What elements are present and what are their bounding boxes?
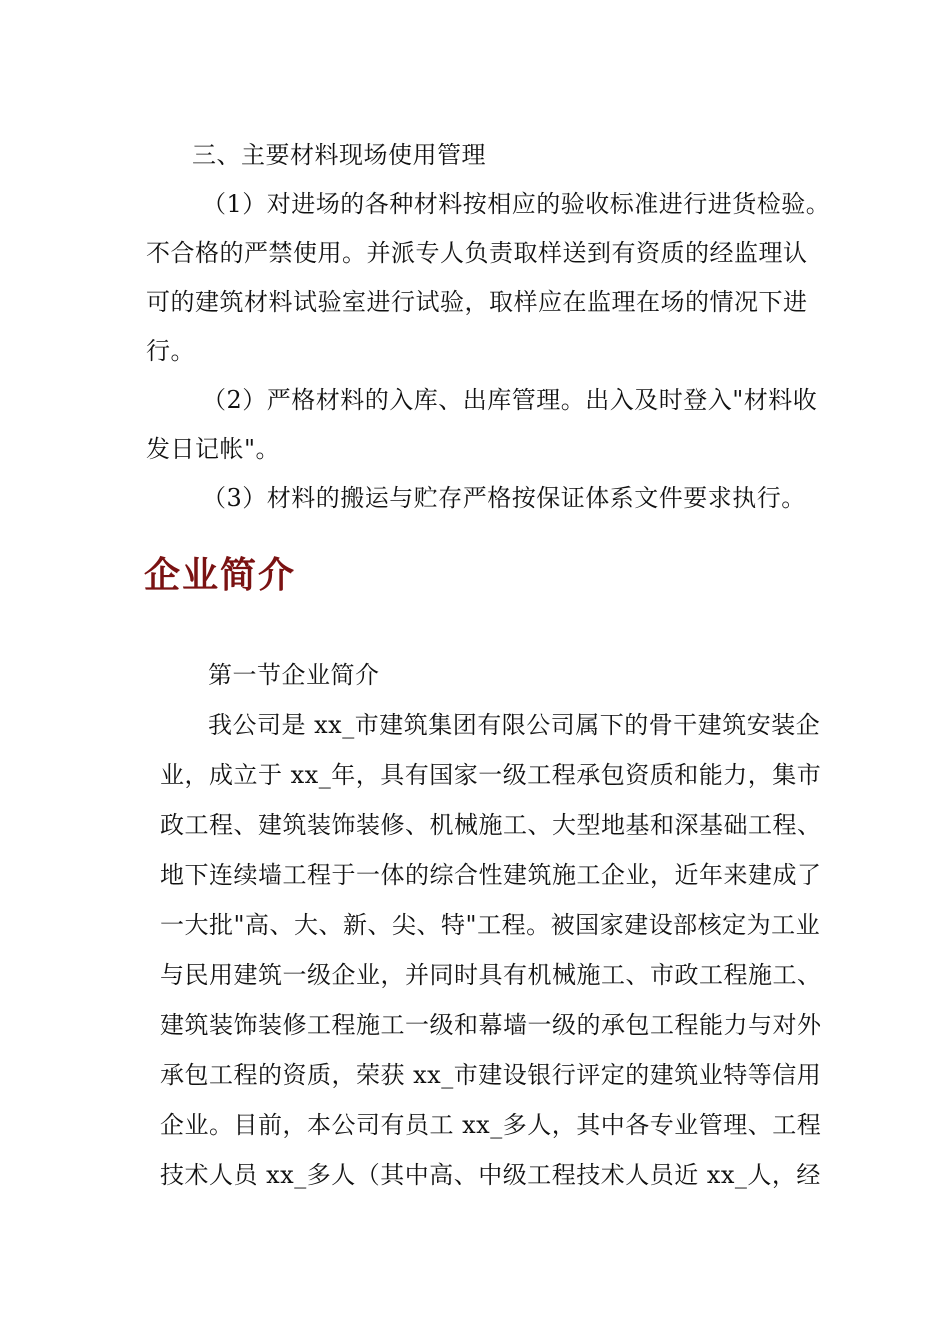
- company-profile-section: [160, 650, 820, 1200]
- paragraph-line: 发日记帐"。: [146, 435, 281, 463]
- paragraph-line: 我公司是 xx_市建筑集团有限公司属下的骨干建筑安装企: [208, 711, 821, 739]
- paragraph-line: 可的建筑材料试验室进行试验，取样应在监理在场的情况下进: [146, 288, 808, 316]
- paragraph-line: 地下连续墙工程于一体的综合性建筑施工企业，近年来建成了: [160, 861, 822, 889]
- paragraph-line: 技术人员 xx_多人（其中高、中级工程技术人员近 xx_人，经: [160, 1161, 821, 1189]
- section-heading: 第一节企业简介: [208, 661, 380, 689]
- paragraph-line: 与民用建筑一级企业，并同时具有机械施工、市政工程施工、: [160, 961, 822, 989]
- page-title: 企业简介: [144, 555, 297, 596]
- paragraph-line: 承包工程的资质，荣获 xx_市建设银行评定的建筑业特等信用: [160, 1061, 822, 1089]
- paragraph-line: （3）材料的搬运与贮存严格按保证体系文件要求执行。: [202, 484, 806, 512]
- paragraph-line: 不合格的严禁使用。并派专人负责取样送到有资质的经监理认: [146, 239, 808, 267]
- paragraph-line: 业，成立于 xx_年，具有国家一级工程承包资质和能力，集市: [160, 761, 822, 789]
- paragraph-line: 建筑装饰装修工程施工一级和幕墙一级的承包工程能力与对外: [160, 1011, 822, 1039]
- paragraph-line: （1）对进场的各种材料按相应的验收标准进行进货检验。: [202, 190, 831, 218]
- paragraph-line: 企业。目前，本公司有员工 xx_多人，其中各专业管理、工程: [160, 1111, 822, 1139]
- paragraph-line: 行。: [146, 337, 195, 365]
- paragraph-line: 政工程、建筑装饰装修、机械施工、大型地基和深基础工程、: [160, 811, 822, 839]
- section-heading: 三、主要材料现场使用管理: [192, 141, 486, 169]
- materials-section: [146, 131, 831, 523]
- paragraph-line: （2）严格材料的入库、出库管理。出入及时登入"材料收: [202, 386, 818, 414]
- paragraph-line: 一大批"高、大、新、尖、特"工程。被国家建设部核定为工业: [160, 911, 821, 939]
